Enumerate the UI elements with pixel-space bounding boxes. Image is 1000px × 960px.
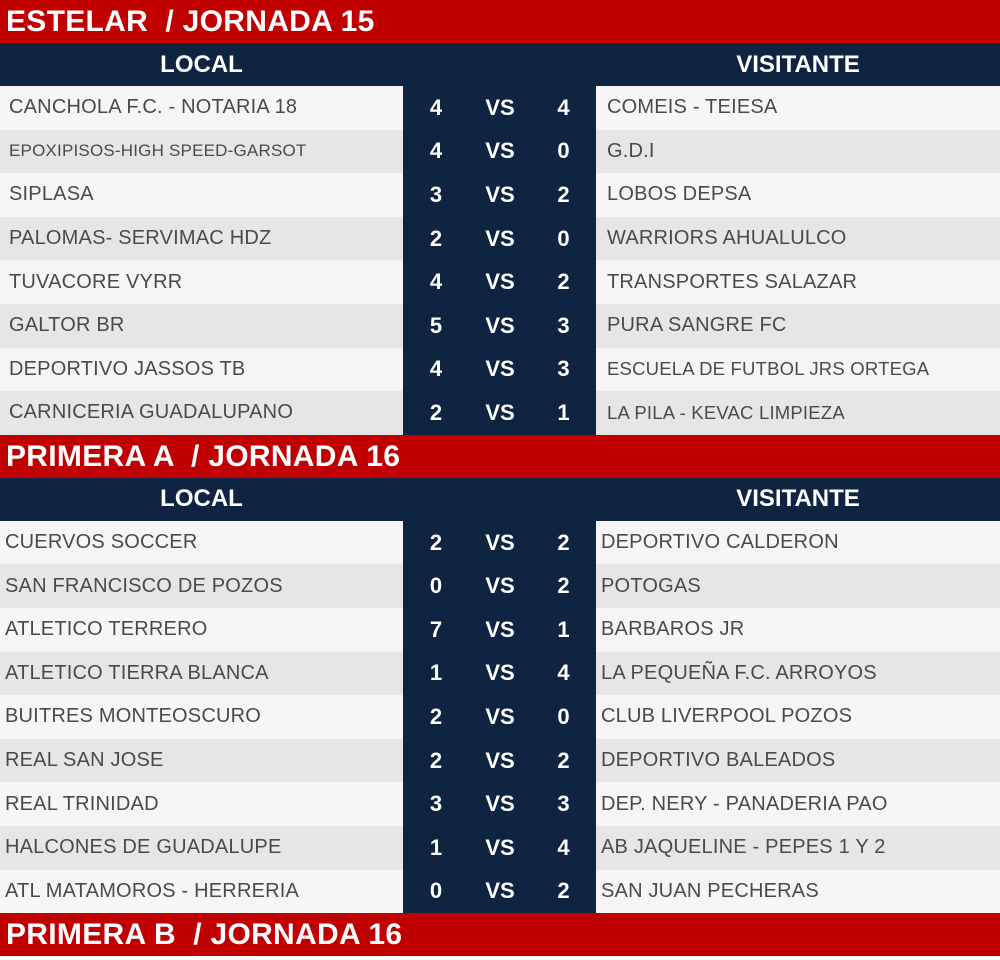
home-score: 4 — [429, 356, 443, 382]
away-score: 2 — [557, 573, 570, 599]
vs-label: VS — [485, 878, 515, 904]
home-team: ATLETICO TERRERO — [0, 608, 403, 652]
vs-label: VS — [485, 399, 515, 425]
vs-label: VS — [485, 269, 515, 295]
home-score: 2 — [429, 747, 443, 773]
away-score: 2 — [557, 529, 570, 555]
away-score: 4 — [557, 660, 570, 686]
match-list-primera-a — [0, 521, 1000, 913]
match-row — [0, 870, 1000, 914]
score-box — [403, 217, 596, 261]
away-team: SAN JUAN PECHERAS — [596, 870, 1000, 914]
home-team: HALCONES DE GUADALUPE — [0, 826, 403, 870]
home-team: CUERVOS SOCCER — [0, 521, 403, 565]
away-team: LA PEQUEÑA F.C. ARROYOS — [596, 652, 1000, 696]
home-team: TUVACORE VYRR — [0, 260, 403, 304]
home-team: PALOMAS- SERVIMAC HDZ — [0, 217, 403, 261]
vs-label: VS — [485, 791, 515, 817]
away-team: ESCUELA DE FUTBOL JRS ORTEGA — [596, 348, 1000, 392]
vs-label: VS — [485, 356, 515, 382]
home-score: 5 — [429, 312, 443, 338]
away-team: G.D.I — [596, 130, 1000, 174]
score-box — [403, 304, 596, 348]
table-header — [0, 43, 1000, 86]
score-box — [403, 870, 596, 914]
visitor-header: VISITANTE — [736, 485, 860, 513]
visitor-header: VISITANTE — [736, 50, 860, 78]
home-score: 4 — [429, 138, 443, 164]
home-team: ATLETICO TIERRA BLANCA — [0, 652, 403, 696]
home-score: 2 — [429, 529, 443, 555]
match-row — [0, 304, 1000, 348]
local-header: LOCAL — [160, 50, 243, 78]
away-score: 4 — [557, 94, 570, 120]
score-box — [403, 260, 596, 304]
away-score: 3 — [557, 312, 570, 338]
vs-label: VS — [485, 181, 515, 207]
section-title-estelar: ESTELAR / JORNADA 15 — [0, 0, 1000, 43]
away-score: 2 — [557, 878, 570, 904]
home-score: 0 — [429, 878, 443, 904]
home-score: 4 — [429, 94, 443, 120]
home-score: 2 — [429, 399, 443, 425]
away-team: COMEIS - TEIESA — [596, 86, 1000, 130]
home-score: 2 — [429, 703, 443, 729]
section-title-primera-a: PRIMERA A / JORNADA 16 — [0, 435, 1000, 478]
away-score: 0 — [557, 138, 570, 164]
section-title-primera-b: PRIMERA B / JORNADA 16 — [0, 913, 1000, 956]
away-team: DEP. NERY - PANADERIA PAO — [596, 782, 1000, 826]
match-row — [0, 260, 1000, 304]
home-team: SAN FRANCISCO DE POZOS — [0, 564, 403, 608]
score-box — [403, 826, 596, 870]
score-box — [403, 348, 596, 392]
away-score: 4 — [557, 834, 570, 860]
match-row — [0, 348, 1000, 392]
home-team: BUITRES MONTEOSCURO — [0, 695, 403, 739]
score-box — [403, 521, 596, 565]
home-team: EPOXIPISOS-HIGH SPEED-GARSOT — [0, 130, 403, 174]
vs-label: VS — [485, 703, 515, 729]
match-row — [0, 130, 1000, 174]
match-list-estelar — [0, 86, 1000, 435]
away-team: POTOGAS — [596, 564, 1000, 608]
match-row — [0, 521, 1000, 565]
home-score: 4 — [429, 269, 443, 295]
home-score: 3 — [429, 791, 443, 817]
away-score: 0 — [557, 225, 570, 251]
away-score: 0 — [557, 703, 570, 729]
away-score: 1 — [557, 399, 570, 425]
vs-label: VS — [485, 529, 515, 555]
away-team: LOBOS DEPSA — [596, 173, 1000, 217]
vs-label: VS — [485, 616, 515, 642]
match-row — [0, 564, 1000, 608]
vs-label: VS — [485, 747, 515, 773]
match-row — [0, 86, 1000, 130]
away-score: 2 — [557, 269, 570, 295]
away-team: PURA SANGRE FC — [596, 304, 1000, 348]
match-row — [0, 173, 1000, 217]
table-header — [0, 478, 1000, 521]
match-row — [0, 739, 1000, 783]
away-team: BARBAROS JR — [596, 608, 1000, 652]
score-box — [403, 564, 596, 608]
vs-label: VS — [485, 834, 515, 860]
score-box — [403, 695, 596, 739]
home-score: 1 — [429, 834, 443, 860]
home-team: CANCHOLA F.C. - NOTARIA 18 — [0, 86, 403, 130]
match-row — [0, 695, 1000, 739]
match-row — [0, 217, 1000, 261]
away-score: 2 — [557, 181, 570, 207]
vs-label: VS — [485, 573, 515, 599]
score-box — [403, 608, 596, 652]
home-score: 3 — [429, 181, 443, 207]
away-score: 3 — [557, 356, 570, 382]
score-box — [403, 130, 596, 174]
away-team: LA PILA - KEVAC LIMPIEZA — [596, 391, 1000, 435]
score-box — [403, 391, 596, 435]
home-score: 2 — [429, 225, 443, 251]
match-row — [0, 608, 1000, 652]
home-team: CARNICERIA GUADALUPANO — [0, 391, 403, 435]
home-score: 7 — [429, 616, 443, 642]
away-team: DEPORTIVO CALDERON — [596, 521, 1000, 565]
local-header: LOCAL — [160, 485, 243, 513]
vs-label: VS — [485, 94, 515, 120]
away-team: DEPORTIVO BALEADOS — [596, 739, 1000, 783]
vs-label: VS — [485, 225, 515, 251]
home-team: DEPORTIVO JASSOS TB — [0, 348, 403, 392]
away-team: WARRIORS AHUALULCO — [596, 217, 1000, 261]
vs-label: VS — [485, 138, 515, 164]
home-score: 1 — [429, 660, 443, 686]
away-score: 1 — [557, 616, 570, 642]
score-box — [403, 173, 596, 217]
away-score: 3 — [557, 791, 570, 817]
away-score: 2 — [557, 747, 570, 773]
score-box — [403, 652, 596, 696]
home-score: 0 — [429, 573, 443, 599]
away-team: CLUB LIVERPOOL POZOS — [596, 695, 1000, 739]
score-box — [403, 782, 596, 826]
match-row — [0, 652, 1000, 696]
score-box — [403, 86, 596, 130]
vs-label: VS — [485, 312, 515, 338]
away-team: AB JAQUELINE - PEPES 1 Y 2 — [596, 826, 1000, 870]
home-team: REAL SAN JOSE — [0, 739, 403, 783]
match-row — [0, 391, 1000, 435]
score-box — [403, 739, 596, 783]
away-team: TRANSPORTES SALAZAR — [596, 260, 1000, 304]
home-team: ATL MATAMOROS - HERRERIA — [0, 870, 403, 914]
vs-label: VS — [485, 660, 515, 686]
home-team: SIPLASA — [0, 173, 403, 217]
home-team: GALTOR BR — [0, 304, 403, 348]
match-row — [0, 826, 1000, 870]
home-team: REAL TRINIDAD — [0, 782, 403, 826]
match-row — [0, 782, 1000, 826]
